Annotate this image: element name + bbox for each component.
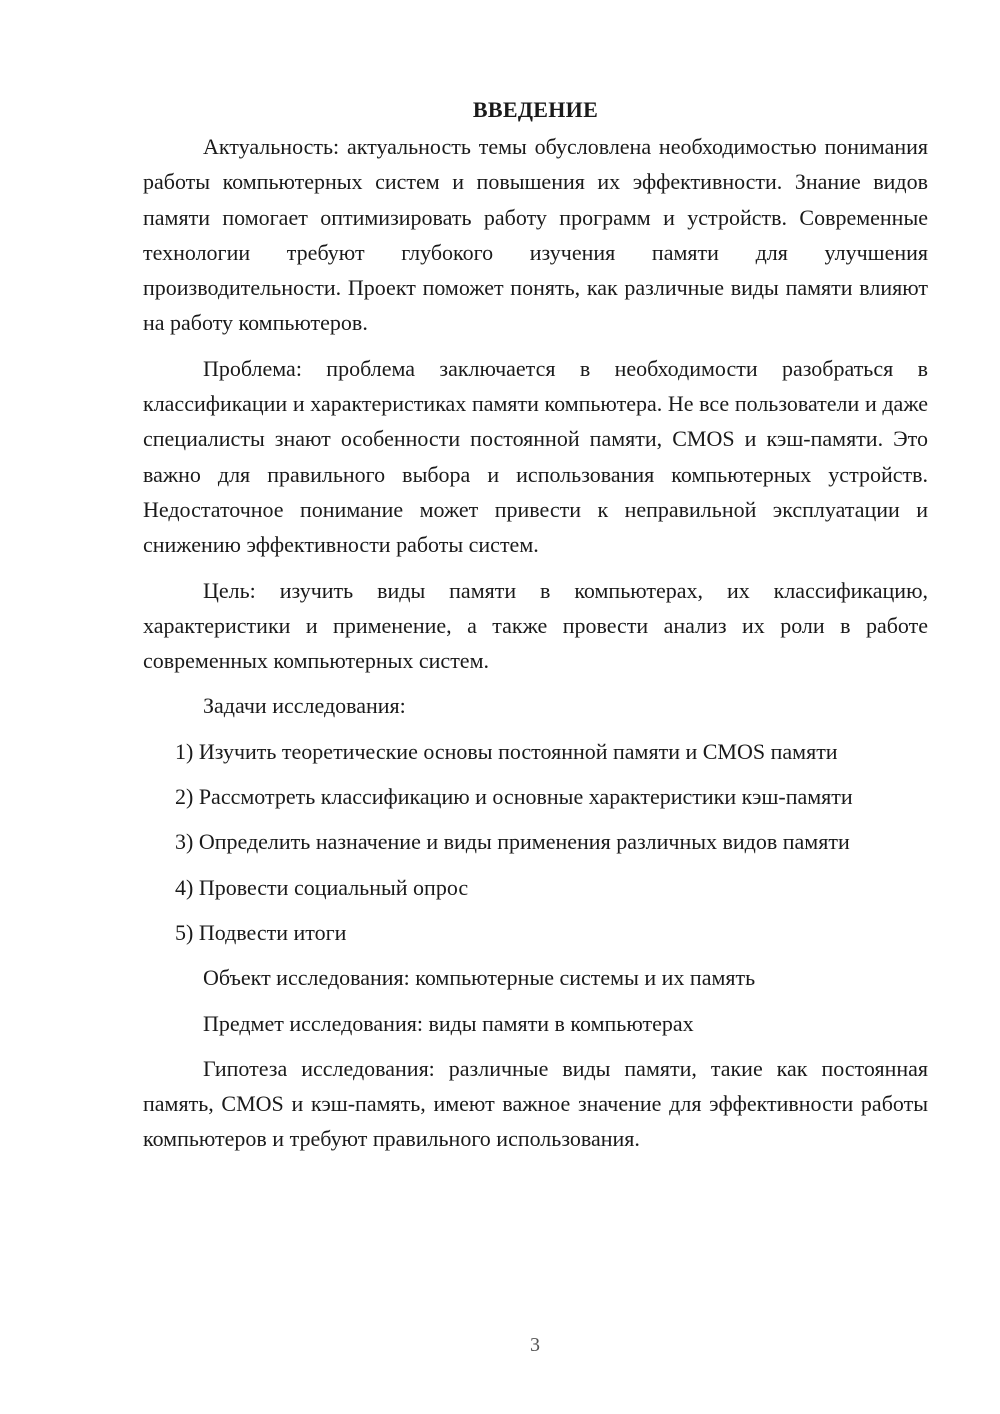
document-page xyxy=(143,92,928,1157)
task-item-1: 1) Изучить теоретические основы постоянной памяти и CMOS памяти xyxy=(175,738,838,764)
paragraph-goal: Цель: изучить виды памяти в компьютерах, их классификацию, характеристики и применение, а также провести анализ их роли в работе современных компьютерных систем. xyxy=(143,577,928,674)
task-item-2: 2) Рассмотреть классификацию и основные характеристики кэш-памяти xyxy=(175,784,853,810)
paragraph-subject: Предмет исследования: виды памяти в компьютерах xyxy=(203,1010,694,1036)
paragraph-object: Объект исследования: компьютерные системы и их память xyxy=(203,965,756,991)
task-item-5: 5) Подвести итоги xyxy=(175,919,347,945)
page-number: 3 xyxy=(530,1334,540,1356)
document-title: ВВЕДЕНИЕ xyxy=(472,97,599,122)
paragraph-problem: Проблема: проблема заключается в необходимости разобраться в классификации и характеристиках памяти компьютера. Не все пользователи и даже специалисты знают особенности постоянной памяти, CMOS и кэш-памяти. Это важно для правильного выбора и использования компьютерных устройств. Недостаточное понимание может привести к неправильной эксплуатации и снижению эффективности работы систем. xyxy=(143,355,928,558)
paragraph-hypothesis: Гипотеза исследования: различные виды памяти, такие как постоянная память, CMOS и кэш-память, имеют важное значение для эффективности работы компьютеров и требуют правильного использования. xyxy=(143,1055,928,1152)
paragraph-tasks-heading: Задачи исследования: xyxy=(203,693,406,719)
task-item-4: 4) Провести социальный опрос xyxy=(175,874,469,900)
task-item-3: 3) Определить назначение и виды применения различных видов памяти xyxy=(175,829,850,855)
paragraph-relevance: Актуальность: актуальность темы обусловлена необходимостью понимания работы компьютерных систем и повышения их эффективности. Знание видов памяти помогает оптимизировать работу программ и устройств. Современные технологии требуют глубокого изучения памяти для улучшения производительности. Проект поможет понять, как различные виды памяти влияют на работу компьютеров. xyxy=(143,134,928,336)
